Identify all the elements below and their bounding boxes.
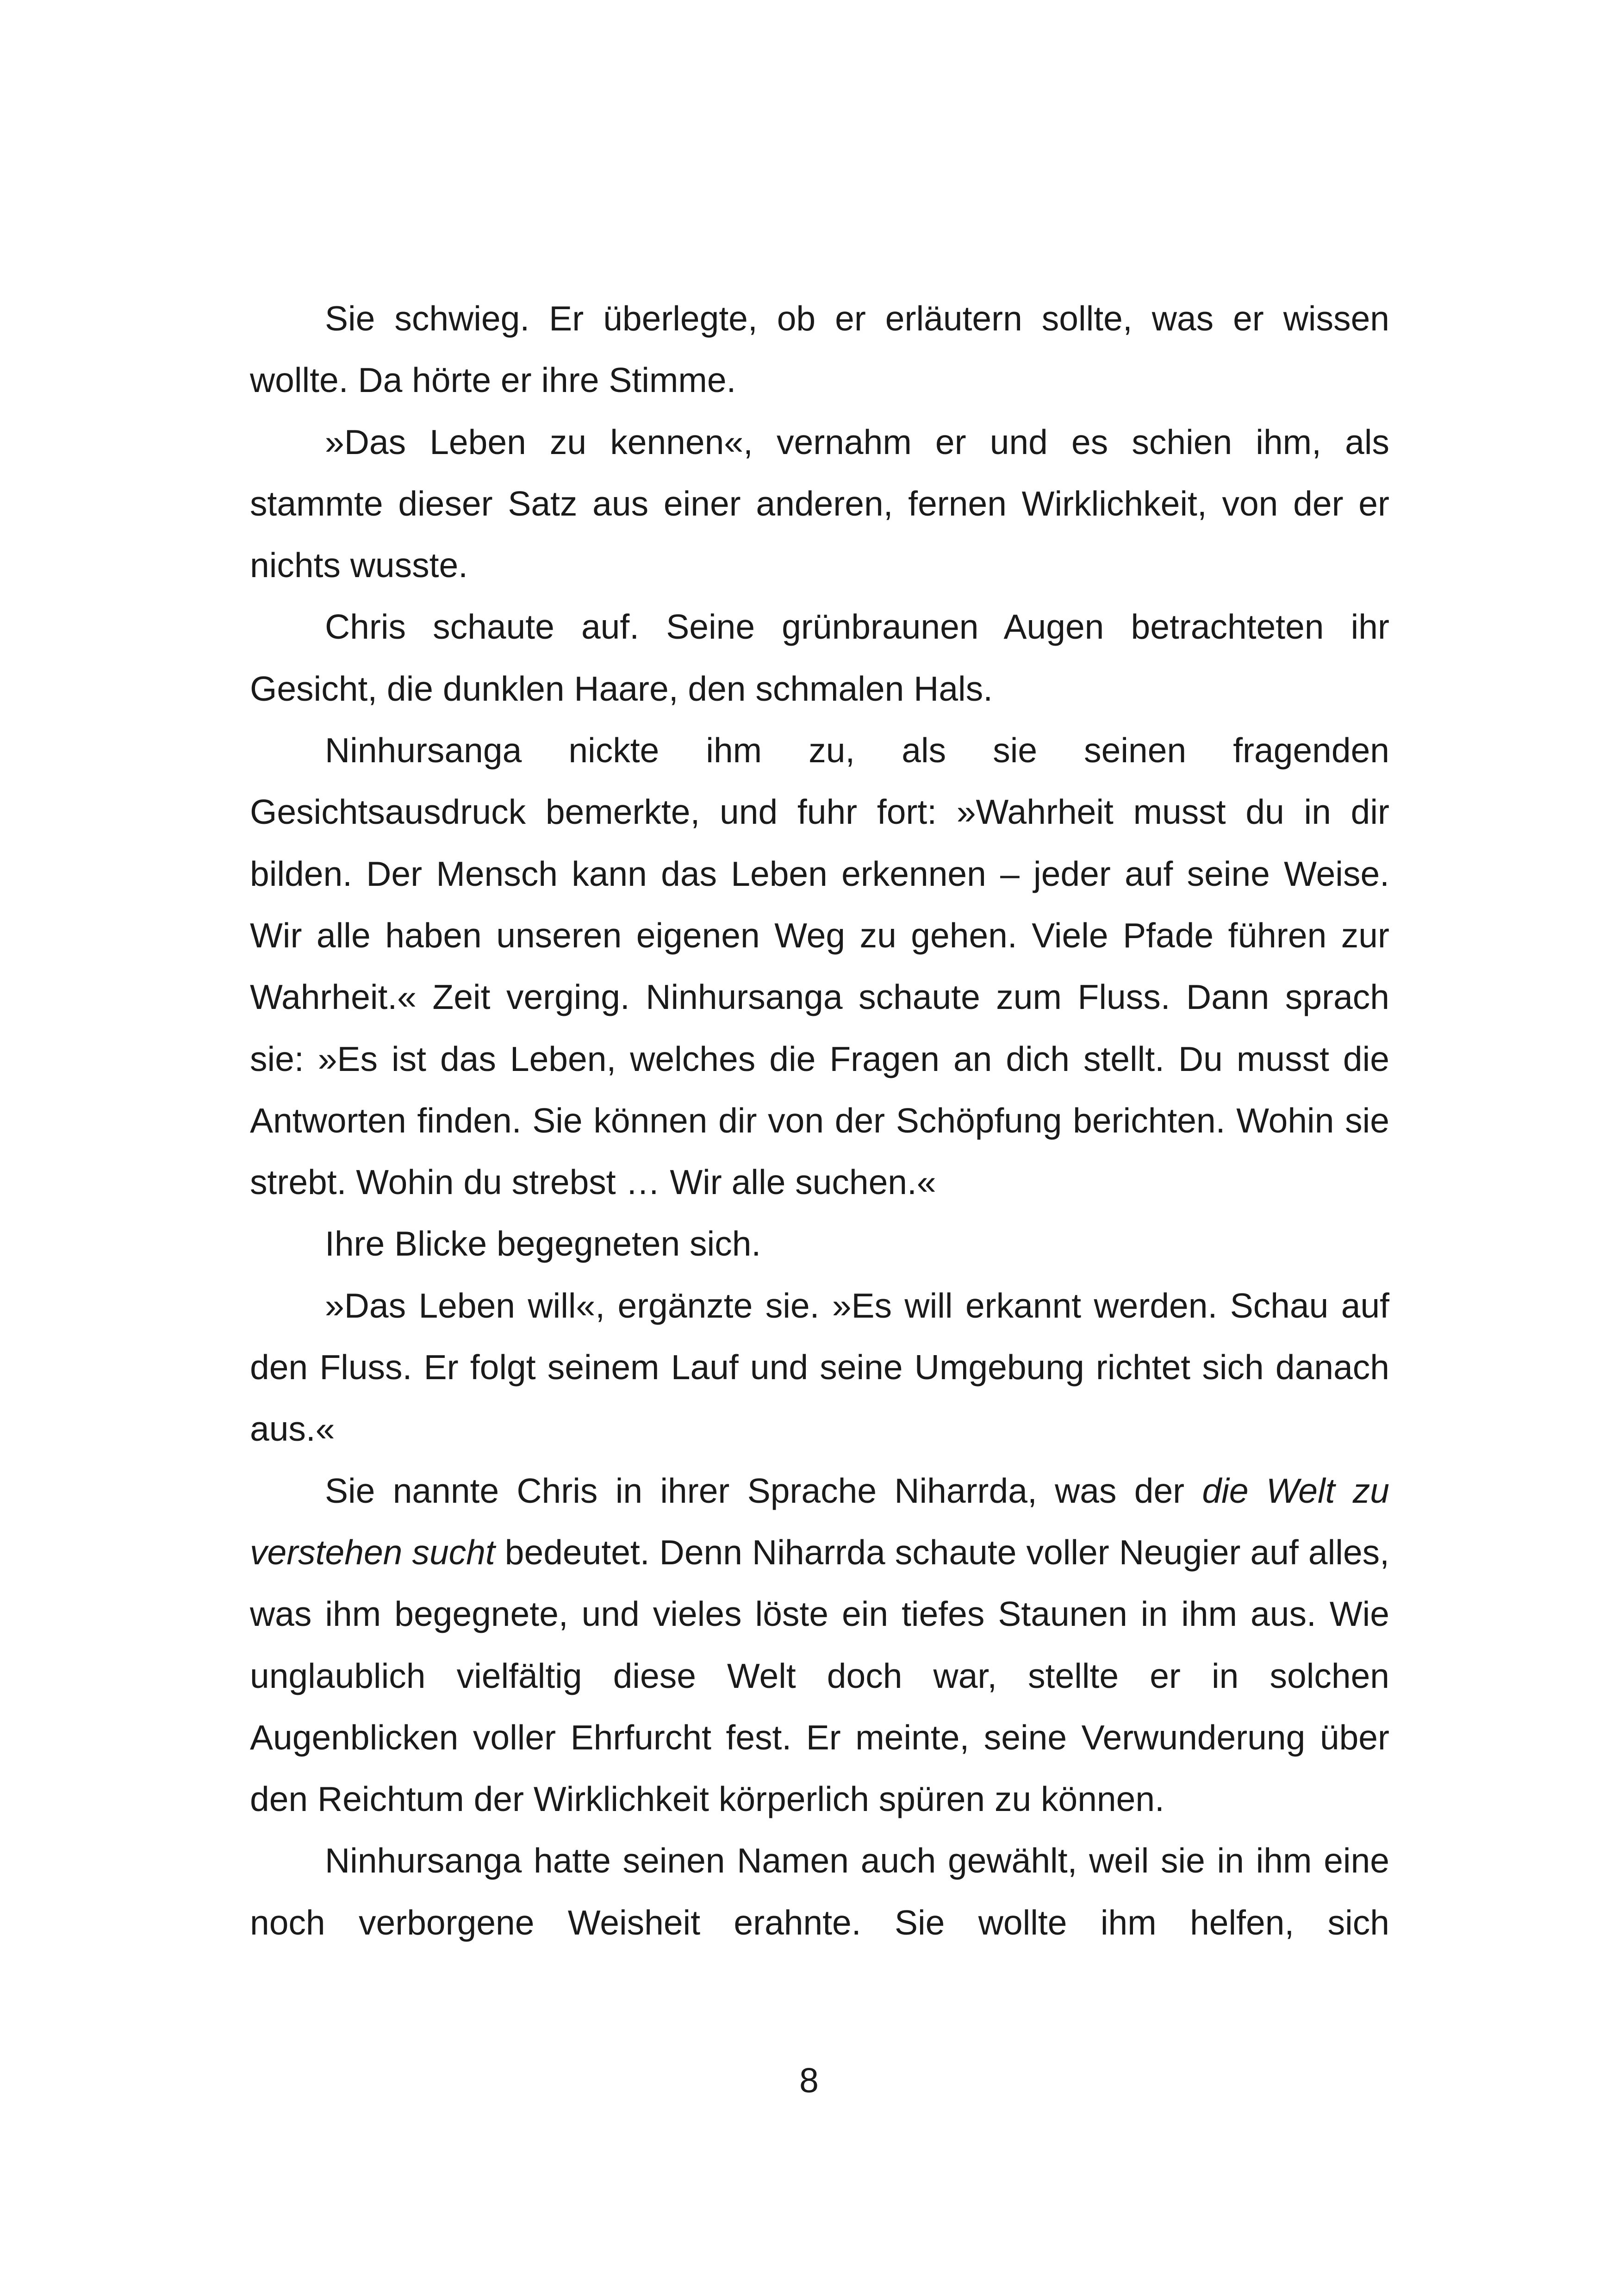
paragraph-5: Ihre Blicke begegneten sich. [325,1224,761,1263]
page-body [250,288,1389,1954]
paragraph-2: »Das Leben zu kennen«, vernahm er und es schien ihm, als stammte dieser Satz aus einer anderen, fernen Wirklichkeit, von der er nichts wusste. [250,422,1389,585]
paragraph-4: Ninhursanga nickte ihm zu, als sie seinen fragenden Gesichtsausdruck bemerkte, und fuhr fort: »Wahrheit musst du in dir bilden. Der Mensch kann das Leben erkennen – jeder auf seine Weise. Wir alle haben unseren eigenen Weg zu gehen. Viele Pfade führen zur Wahrheit.« Zeit verging. Ninhursanga schaute zum Fluss. Dann sprach sie: »Es ist das Leben, welches die Fragen an dich stellt. Du musst die Antworten finden. Sie können dir von der Schöpfung berichten. Wohin sie strebt. Wohin du strebst … Wir alle suchen.« [250,731,1389,1202]
paragraph-7-text-after: bedeutet. Denn Niharrda schaute voller Neugier auf alles, was ihm begegnete, und vieles löste ein tiefes Staunen in ihm aus. Wie unglaublich vielfältig diese Welt doch war, stellte er in solchen Augenblicken voller Ehrfurcht fest. Er meinte, seine Verwunderung über den Reichtum der Wirklichkeit körperlich spüren zu können. [250,1532,1389,1819]
paragraph-1: Sie schwieg. Er überlegte, ob er erläutern sollte, was er wissen wollte. Da hörte er ihre Stimme. [250,299,1389,400]
paragraph-3: Chris schaute auf. Seine grünbraunen Augen betrachteten ihr Gesicht, die dunklen Haare, den schmalen Hals. [250,607,1389,708]
paragraph-7-italic-phrase: die Welt zu verstehen sucht [250,1471,1389,1572]
paragraph-8: Ninhursanga hatte seinen Namen auch gewählt, weil sie in ihm eine noch verborgene Weisheit erahnte. Sie wollte ihm helfen, sich [250,1841,1389,1942]
page-number: 8 [799,2061,819,2100]
paragraph-7-text-before: Sie nannte Chris in ihrer Sprache Niharrda, was der [325,1471,1202,1510]
paragraph-7 [250,1460,1389,1830]
paragraph-6: »Das Leben will«, ergänzte sie. »Es will erkannt werden. Schau auf den Fluss. Er folgt seinem Lauf und seine Umgebung richtet sich danach aus.« [250,1286,1389,1449]
